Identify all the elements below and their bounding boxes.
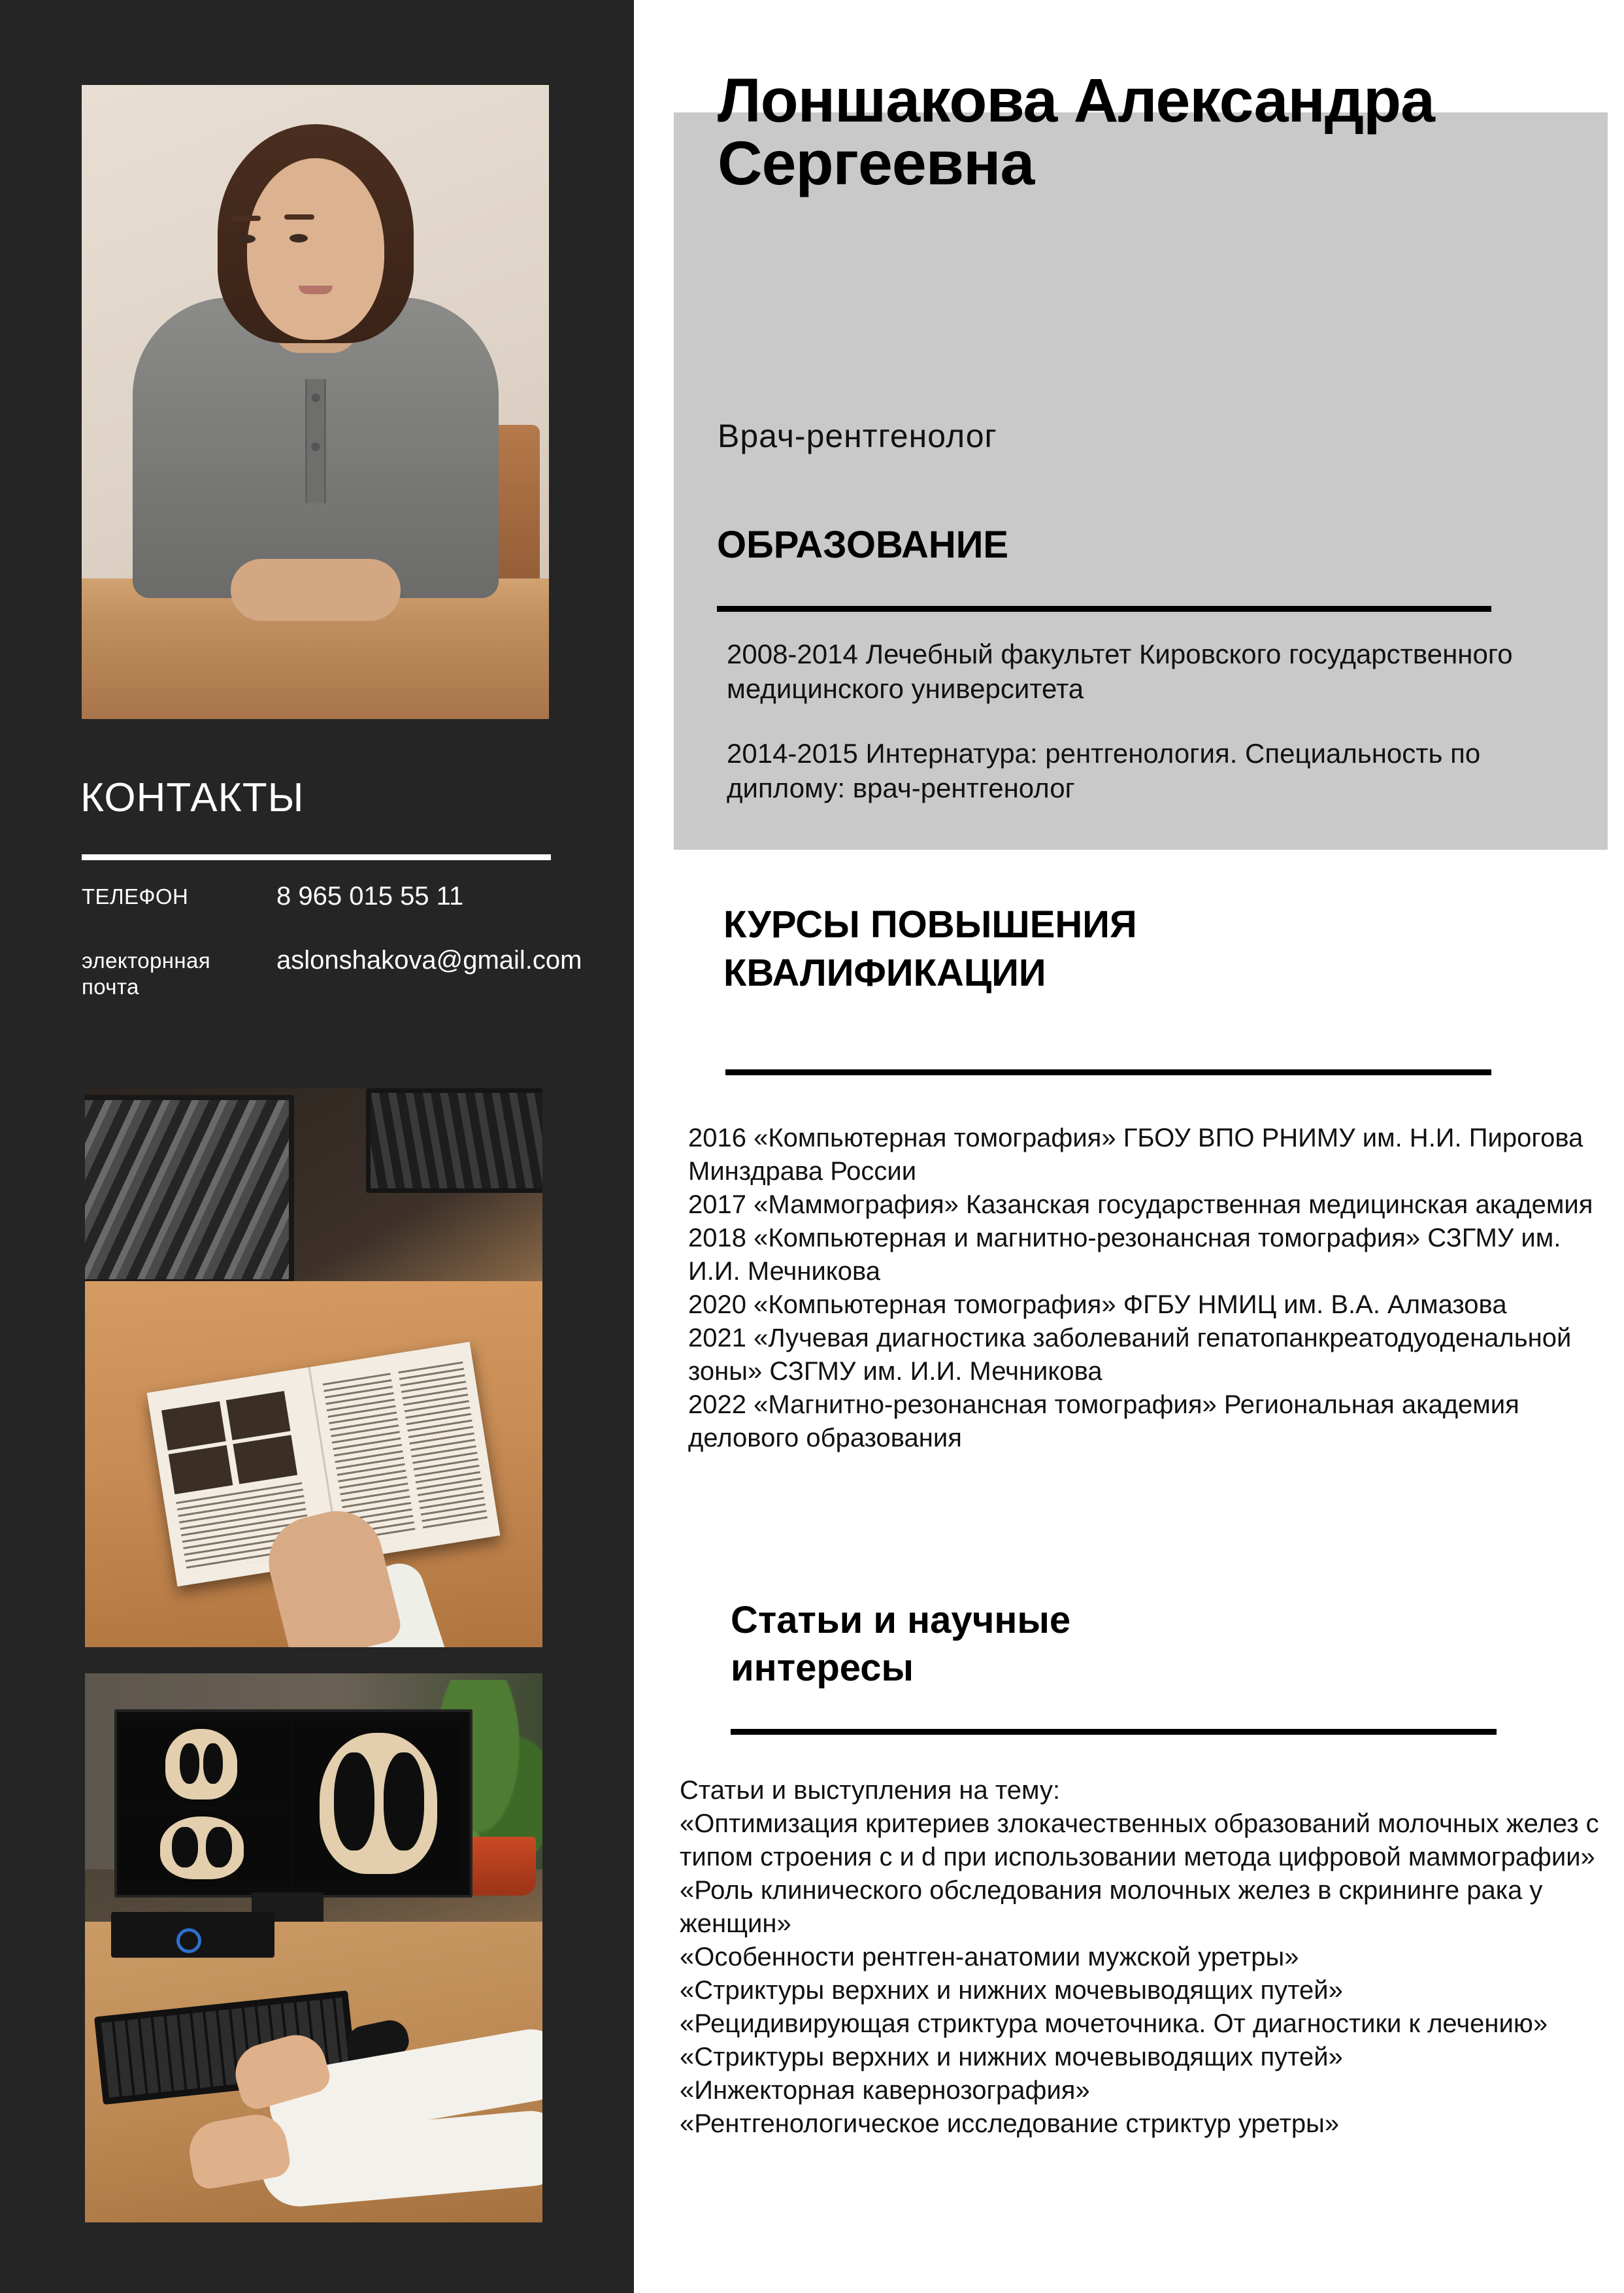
section-heading-articles: Статьи и научные интересы bbox=[731, 1599, 1071, 1689]
contact-value-phone[interactable]: 8 965 015 55 11 bbox=[276, 882, 464, 911]
photo-mouth bbox=[299, 286, 333, 294]
articles-intro: Статьи и выступления на тему: bbox=[680, 1776, 1061, 1805]
section-body-courses bbox=[688, 1122, 1597, 1455]
article-item: «Стриктуры верхних и нижних мочевыводящих путей» bbox=[680, 2043, 1343, 2071]
section-rule-education bbox=[717, 606, 1491, 612]
article-item: «Оптимизация критериев злокачественных образований молочных желез с типом строения c и d при использовании метода цифровой маммографии» bbox=[680, 1809, 1599, 1871]
section-heading-education: ОБРАЗОВАНИЕ bbox=[717, 524, 1009, 566]
photo-button bbox=[311, 393, 320, 402]
article-item: «Инжекторная кавернозография» bbox=[680, 2076, 1090, 2105]
education-entry: 2008-2014 Лечебный факультет Кировского государственного медицинского университета bbox=[727, 639, 1513, 704]
photo-monitor bbox=[114, 1709, 472, 1898]
photo-button bbox=[311, 443, 320, 451]
photo-brow bbox=[231, 216, 261, 221]
left-sidebar bbox=[0, 0, 634, 2293]
photo-monitor-right bbox=[366, 1088, 542, 1193]
job-title: Врач-рентгенолог bbox=[718, 418, 997, 454]
contacts-divider bbox=[82, 854, 551, 860]
course-item: 2022 «Магнитно-резонансная томография» Региональная академия делового образования bbox=[688, 1390, 1519, 1452]
contact-value-email[interactable]: aslonshakova@gmail.com bbox=[276, 946, 582, 975]
course-item: 2021 «Лучевая диагностика заболеваний гепатопанкреатодуоденальной зоны» СЗГМУ им. И.И. Мечникова bbox=[688, 1324, 1572, 1386]
course-item: 2017 «Маммография» Казанская государственная медицинская академия bbox=[688, 1190, 1593, 1219]
photo-power-led bbox=[176, 1928, 201, 1953]
contacts-title: КОНТАКТЫ bbox=[80, 775, 305, 820]
article-item: «Рентгенологическое исследование стриктур уретры» bbox=[680, 2109, 1340, 2138]
course-item: 2016 «Компьютерная томография» ГБОУ ВПО РНИМУ им. Н.И. Пирогова Минздрава России bbox=[688, 1124, 1583, 1186]
course-item: 2018 «Компьютерная и магнитно-резонансная томография» СЗГМУ им. И.И. Мечникова bbox=[688, 1224, 1561, 1286]
article-item: «Особенности рентген-анатомии мужской уретры» bbox=[680, 1943, 1299, 1971]
photo-hands bbox=[231, 559, 401, 621]
section-body-articles bbox=[680, 1774, 1601, 2141]
photo-eye bbox=[290, 234, 308, 243]
workstation-photo bbox=[85, 1673, 542, 2222]
section-rule-courses bbox=[725, 1069, 1491, 1075]
page-title: Лоншакова Александра Сергеевна bbox=[718, 66, 1434, 198]
photo-eye bbox=[237, 235, 256, 243]
education-entry: 2014-2015 Интернатура: рентгенология. Специальность по диплому: врач-рентгенолог bbox=[727, 738, 1481, 803]
book-reading-photo bbox=[85, 1088, 542, 1647]
section-body-education bbox=[727, 637, 1570, 805]
article-item: «Роль клинического обследования молочных желез в скрининге рака у женщин» bbox=[680, 1876, 1543, 1938]
photo-face bbox=[247, 158, 384, 340]
contact-label-email: электорнная почта bbox=[82, 948, 211, 999]
photo-brow bbox=[284, 214, 314, 220]
portrait-photo bbox=[82, 85, 549, 719]
course-item: 2020 «Компьютерная томография» ФГБУ НМИЦ им. В.А. Алмазова bbox=[688, 1290, 1507, 1319]
photo-monitor-left bbox=[85, 1095, 294, 1284]
section-rule-articles bbox=[731, 1729, 1497, 1735]
article-item: «Рецидивирующая стриктура мочеточника. От диагностики к лечению» bbox=[680, 2009, 1548, 2038]
article-item: «Стриктуры верхних и нижних мочевыводящих путей» bbox=[680, 1976, 1343, 2005]
contact-label-phone: ТЕЛЕФОН bbox=[82, 884, 189, 909]
section-heading-courses: КУРСЫ ПОВЫШЕНИЯ КВАЛИФИКАЦИИ bbox=[723, 903, 1137, 994]
